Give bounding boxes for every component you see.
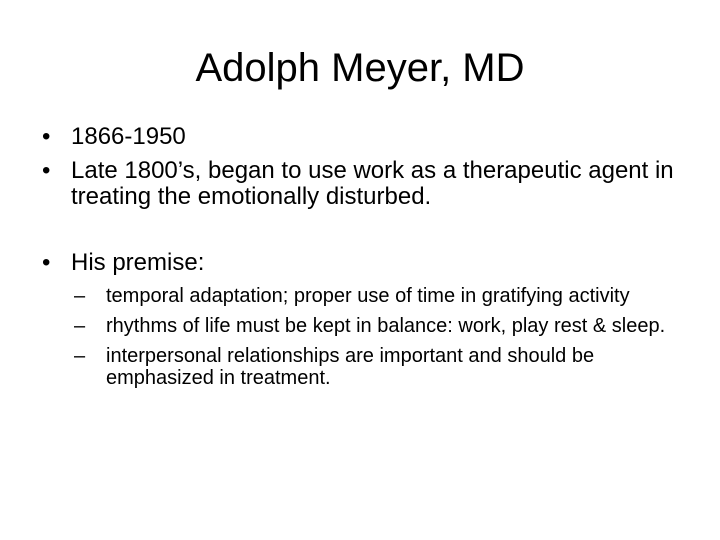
dash-mark: – [74, 315, 86, 337]
sub-bullet-item [74, 285, 674, 307]
bullet-item [42, 124, 702, 150]
bullet-text: His premise: [71, 249, 205, 276]
bullet-item [42, 158, 702, 210]
slide-body [42, 124, 702, 397]
bullet-text: 1866-1950 [71, 123, 186, 150]
sub-bullet-item [74, 315, 674, 337]
bullet-mark: • [42, 123, 51, 150]
slide-title: Adolph Meyer, MD [195, 46, 525, 90]
sub-bullet-text: rhythms of life must be kept in balance: work, play rest & sleep. [106, 315, 666, 337]
bullet-text: Late 1800’s, began to use work as a therapeutic agent in treating the emotionally disturbed. [71, 157, 674, 210]
bullet-mark: • [42, 157, 51, 184]
sub-bullet-list [74, 285, 674, 389]
sub-bullet-text: interpersonal relationships are important and should be emphasized in treatment. [106, 345, 595, 389]
bullet-mark: • [42, 249, 51, 276]
dash-mark: – [74, 285, 86, 307]
sub-bullet-item [74, 345, 674, 389]
dash-mark: – [74, 345, 86, 367]
sub-bullet-text: temporal adaptation; proper use of time in gratifying activity [106, 285, 630, 307]
bullet-item [42, 250, 702, 276]
